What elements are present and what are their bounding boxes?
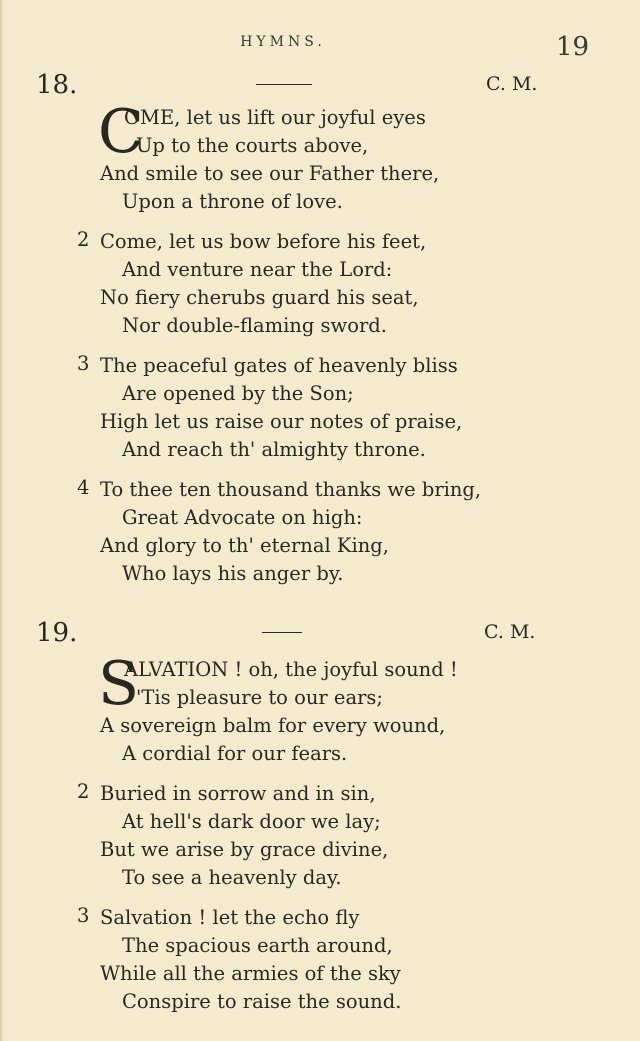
hymn-number: 19.	[36, 618, 78, 648]
hymn-rule	[262, 632, 302, 633]
verse-line: While all the armies of the sky	[100, 962, 401, 985]
stanza	[0, 780, 640, 892]
stanza	[0, 97, 640, 216]
hymn-19	[0, 618, 640, 1016]
hymn-meter: C. M.	[484, 621, 536, 643]
stanza-number: 2	[77, 228, 90, 251]
verse-line: Great Advocate on high:	[122, 506, 363, 529]
hymn-rule	[256, 84, 312, 85]
running-head: HYMNS.	[240, 34, 326, 50]
stanza	[0, 904, 640, 1016]
verse-line: Are opened by the Son;	[122, 382, 354, 405]
verse-line: Buried in sorrow and in sin,	[100, 782, 376, 805]
drop-cap: S	[98, 649, 140, 719]
verse-line: High let us raise our notes of praise,	[100, 410, 463, 433]
drop-cap: C	[98, 97, 144, 167]
verse-line: Nor double-flaming sword.	[122, 314, 387, 337]
verse-line: A sovereign balm for every wound,	[100, 714, 446, 737]
verse-line: At hell's dark door we lay;	[122, 810, 381, 833]
verse-line: And venture near the Lord:	[122, 258, 393, 281]
verse-line: Conspire to raise the sound.	[122, 990, 402, 1013]
verse-line: But we arise by grace divine,	[100, 838, 389, 861]
verse-line: The peaceful gates of heavenly bliss	[100, 354, 458, 377]
verse-line: Upon a throne of love.	[122, 190, 343, 213]
verse-line: And reach th' almighty throne.	[122, 438, 426, 461]
hymn-header	[0, 70, 640, 104]
stanza	[0, 476, 640, 588]
stanza	[0, 228, 640, 340]
hymn-meter: C. M.	[486, 73, 538, 95]
verse-line: Come, let us bow before his feet,	[100, 230, 427, 253]
verse-line: Salvation ! let the echo fly	[100, 906, 360, 929]
verse-line: Who lays his anger by.	[122, 562, 344, 585]
stanza-number: 4	[77, 476, 90, 499]
stanza	[0, 352, 640, 464]
verse-line: To see a heavenly day.	[122, 866, 342, 889]
stanza	[0, 649, 640, 768]
verse-line: ALVATION ! oh, the joyful sound !	[124, 658, 458, 681]
verse-line: A cordial for our fears.	[122, 742, 348, 765]
verse-line: To thee ten thousand thanks we bring,	[100, 478, 482, 501]
verse-line: 'Tis pleasure to our ears;	[136, 686, 383, 709]
stanza-number: 2	[77, 780, 90, 803]
verse-line: OME, let us lift our joyful eyes	[124, 106, 426, 129]
verse-line: Up to the courts above,	[136, 134, 369, 157]
hymn-18	[0, 70, 640, 588]
stanza-number: 3	[77, 904, 90, 927]
verse-line: And glory to th' eternal King,	[100, 534, 389, 557]
stanza-number: 3	[77, 352, 90, 375]
hymn-header	[0, 618, 640, 652]
verse-line: And smile to see our Father there,	[100, 162, 440, 185]
verse-line: The spacious earth around,	[122, 934, 393, 957]
verse-line: No fiery cherubs guard his seat,	[100, 286, 419, 309]
hymn-number: 18.	[36, 70, 78, 100]
page-number: 19	[556, 32, 590, 62]
